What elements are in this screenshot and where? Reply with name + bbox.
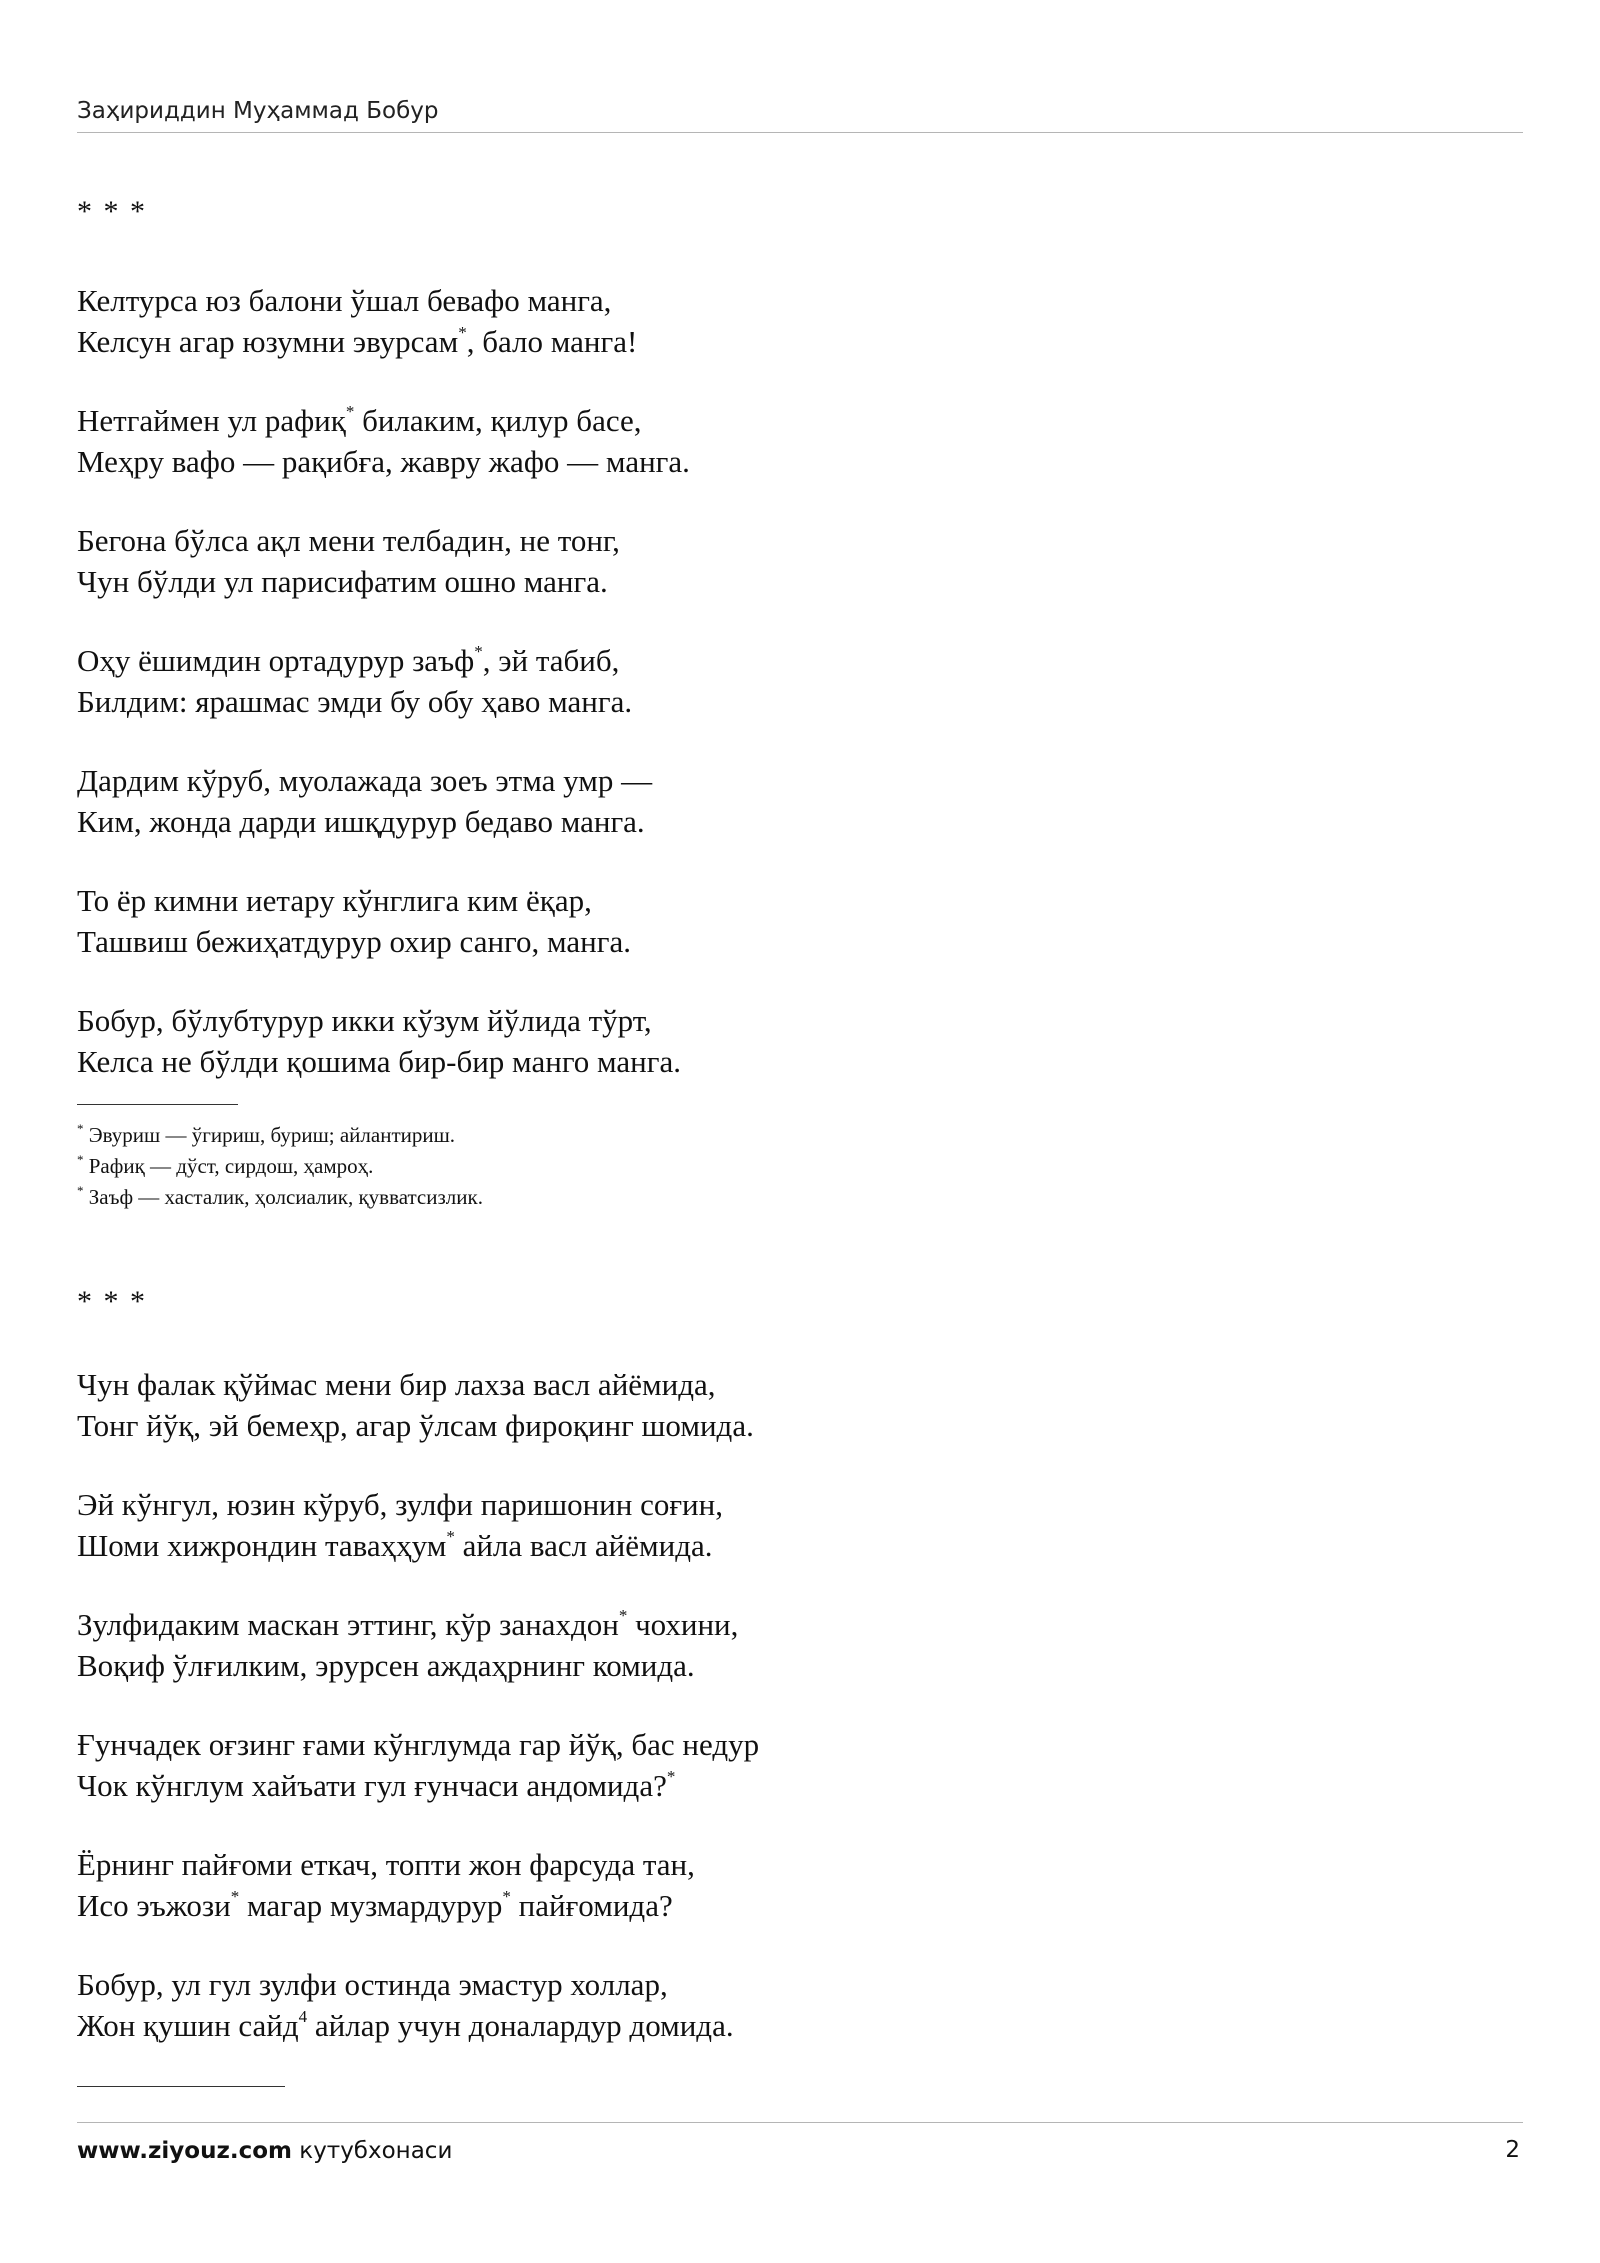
footnote-separator xyxy=(77,1104,238,1105)
verse-line xyxy=(77,1724,759,1765)
verse-line xyxy=(77,1405,754,1446)
verse-text: Эй кўнгул, юзин кўруб, зулфи паришонин соғин, xyxy=(77,1487,723,1522)
verse-text: То ёр кимни иетару кўнглига ким ёқар, xyxy=(77,883,592,918)
verse-text: чохини, xyxy=(627,1607,739,1642)
verse-text: Чок кўнглум хайъати гул ғунчаси андомида? xyxy=(77,1768,667,1803)
stanza xyxy=(77,1724,759,1806)
verse-text: Меҳру вафо — рақибға, жавру жафо — манга. xyxy=(77,444,690,479)
stanza xyxy=(77,1604,738,1686)
verse-line xyxy=(77,640,632,681)
verse-text: Нетгаймен ул рафиқ xyxy=(77,403,346,438)
footnote-marker: * xyxy=(77,1121,84,1136)
stanza xyxy=(77,280,637,362)
verse-text: Ёрнинг пайғоми еткач, топти жон фарсуда тан, xyxy=(77,1847,695,1882)
verse-line xyxy=(77,520,620,561)
verse-text: Келтурса юз балони ўшал бевафо манга, xyxy=(77,283,612,318)
verse-text: Келсун агар юзумни эвурсам xyxy=(77,324,459,359)
verse-line xyxy=(77,1364,754,1405)
footnote-marker: * xyxy=(230,1887,240,1906)
verse-text: Бобур, ул гул зулфи остинда эмастур холлар, xyxy=(77,1967,668,2002)
verse-text: Келса не бўлди қошима бир-бир манго манга. xyxy=(77,1044,681,1079)
header-rule xyxy=(77,132,1523,133)
verse-text: Ташвиш бежиҳатдурур охир санго, манга. xyxy=(77,924,631,959)
verse-text: Дардим кўруб, муолажада зоеъ этма умр — xyxy=(77,763,653,798)
verse-text: Оҳу ёшимдин ортадурур заъф xyxy=(77,643,475,678)
verse-text: , бало манга! xyxy=(466,324,638,359)
footnote-item xyxy=(77,1120,483,1151)
footnote-marker: * xyxy=(446,1527,455,1546)
page-number: 2 xyxy=(1505,2137,1520,2163)
stanza xyxy=(77,1364,754,1446)
footnote-marker: * xyxy=(618,1606,628,1625)
footnote-text: Эвуриш — ўгириш, буриш; айлантириш. xyxy=(83,1123,456,1147)
verse-line xyxy=(77,2005,734,2046)
site-suffix: кутубхонаси xyxy=(291,2138,453,2164)
stanza xyxy=(77,880,631,962)
verse-line xyxy=(77,1645,738,1686)
stanza xyxy=(77,1484,723,1566)
verse-line xyxy=(77,1885,695,1926)
verse-line xyxy=(77,681,632,722)
verse-line xyxy=(77,1525,723,1566)
verse-text: Билдим: ярашмас эмди бу обу ҳаво манга. xyxy=(77,684,633,719)
verse-text: билаким, қилур басе, xyxy=(354,403,642,438)
footer-site xyxy=(77,2138,452,2164)
footnote-item xyxy=(77,1151,483,1182)
verse-line xyxy=(77,760,652,801)
stanza xyxy=(77,1000,681,1082)
verse-line xyxy=(77,880,631,921)
verse-text: Тонг йўқ, эй бемеҳр, агар ўлсам фироқинг шомида. xyxy=(77,1408,754,1443)
verse-text: Зулфидаким маскан эттинг, кўр занахдон xyxy=(77,1607,619,1642)
site-link[interactable]: www.ziyouz.com xyxy=(77,2138,292,2164)
verse-text: Ким, жонда дарди ишқдурур бедаво манга. xyxy=(77,804,645,839)
verse-line xyxy=(77,1604,738,1645)
verse-text: Бегона бўлса ақл мени телбадин, не тонг, xyxy=(77,523,620,558)
verse-line xyxy=(77,400,690,441)
verse-line xyxy=(77,1844,695,1885)
stanza xyxy=(77,520,620,602)
footnote-marker: * xyxy=(345,402,355,421)
verse-text: Чун бўлди ул парисифатим ошно манга. xyxy=(77,564,608,599)
footnote-item xyxy=(77,1182,483,1213)
verse-text: Жон қушин сайд xyxy=(77,2008,299,2043)
verse-text: айлар учун доналардур домида. xyxy=(307,2008,734,2043)
verse-text: пайғомида? xyxy=(510,1888,673,1923)
verse-text: Исо эъжози xyxy=(77,1888,231,1923)
verse-line xyxy=(77,561,620,602)
stanza xyxy=(77,400,690,482)
footnote-marker: * xyxy=(458,323,467,342)
stanza xyxy=(77,640,632,722)
verse-line xyxy=(77,921,631,962)
footer-rule xyxy=(77,2122,1523,2123)
footnote-text: Заъф — хасталик, ҳолсиалик, қувватсизлик. xyxy=(83,1185,483,1209)
footnote-marker: * xyxy=(77,1152,84,1167)
verse-line xyxy=(77,1000,681,1041)
footnotes xyxy=(77,1120,483,1213)
footnote-text: Рафиқ — дўст, сирдош, ҳамроҳ. xyxy=(83,1154,374,1178)
stanza xyxy=(77,1844,695,1926)
stanza xyxy=(77,1964,734,2046)
page-header-title: Заҳириддин Муҳаммад Бобур xyxy=(77,98,439,124)
verse-line xyxy=(77,1041,681,1082)
stanza xyxy=(77,760,652,842)
verse-text: Чун фалак қўймас мени бир лахза васл айёмида, xyxy=(77,1367,716,1402)
verse-text: Воқиф ўлғилким, эрурсен аждаҳрнинг комида. xyxy=(77,1648,695,1683)
verse-line xyxy=(77,441,690,482)
verse-text: айла васл айёмида. xyxy=(454,1528,713,1563)
verse-line xyxy=(77,801,652,842)
footnote-separator-2 xyxy=(77,2086,285,2087)
verse-line xyxy=(77,1765,759,1806)
verse-line xyxy=(77,280,637,321)
footnote-marker: * xyxy=(77,1183,84,1198)
footnote-marker: * xyxy=(666,1767,676,1786)
footnote-marker: * xyxy=(502,1887,511,1906)
footnote-marker: 4 xyxy=(298,2007,308,2026)
verse-line xyxy=(77,1484,723,1525)
verse-text: , эй табиб, xyxy=(482,643,620,678)
poem2-divider: * * * xyxy=(77,1285,147,1318)
verse-line xyxy=(77,321,637,362)
verse-line xyxy=(77,1964,734,2005)
verse-text: магар музмардурур xyxy=(239,1888,503,1923)
poem1-divider: * * * xyxy=(77,195,147,228)
verse-text: Ғунчадек оғзинг ғами кўнглумда гар йўқ, бас недур xyxy=(77,1727,760,1762)
footnote-marker: * xyxy=(474,642,483,661)
verse-text: Шоми хижрондин таваҳҳум xyxy=(77,1528,447,1563)
verse-text: Бобур, бўлубтурур икки кўзум йўлида тўрт, xyxy=(77,1003,652,1038)
